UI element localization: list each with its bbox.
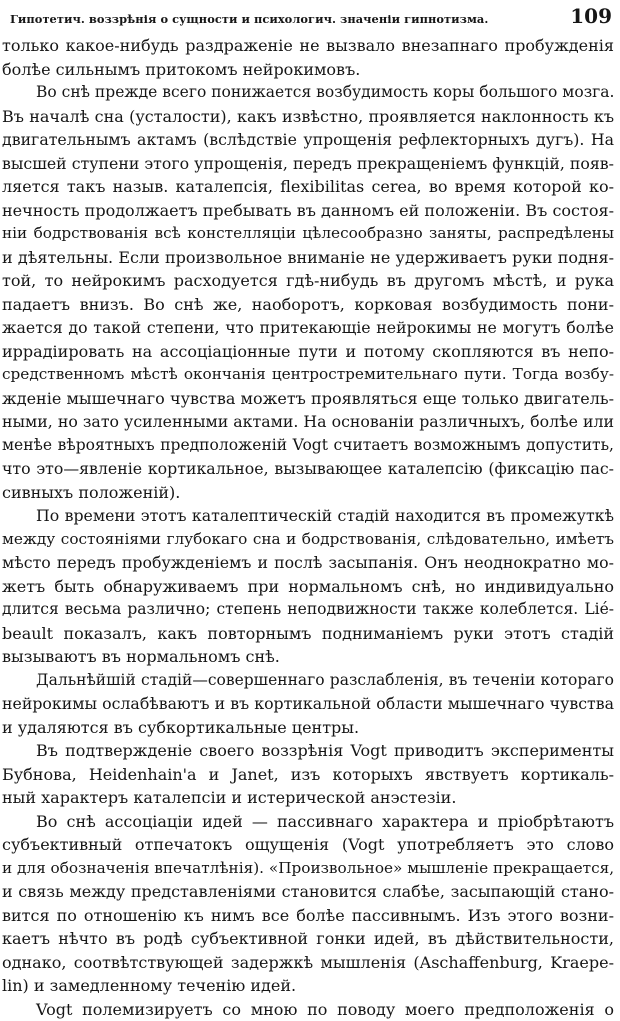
text-line: и удаляются въ субкортикальные центры. (2, 716, 614, 740)
text-line: вызываютъ въ нормальномъ снѣ. (2, 645, 614, 669)
page-number: 109 (570, 6, 612, 26)
text-line: субъективный отпечатокъ ощущенія (Vogt употребляетъ это слово (2, 833, 614, 857)
page-header (10, 0, 612, 26)
text-line: жденіе мышечнаго чувства можетъ проявляться еще только двигатель- (2, 387, 614, 411)
text-line: между состояніями глубокаго сна и бодрствованія, слѣдовательно, имѣетъ (2, 528, 614, 552)
text-line: только какое-нибудь раздраженіе не вызвало внезапнаго пробужденія (2, 34, 614, 58)
text-line: вится по отношенію къ нимъ все болѣе пассивнымъ. Изъ этого возни- (2, 904, 614, 928)
text-line: нейрокимы ослабѣваютъ и въ кортикальной области мышечнаго чувства (2, 692, 614, 716)
body-text (2, 34, 614, 1021)
text-line: жается до такой степени, что притекающіе нейрокимы не могутъ болѣе (2, 316, 614, 340)
text-line: ными, но зато усиленными актами. На основаніи различныхъ, болѣе или (2, 410, 614, 434)
text-line: beault показалъ, какъ повторнымъ подниманіемъ руки этотъ стадій (2, 622, 614, 646)
text-line: Во снѣ прежде всего понижается возбудимость коры большого мозга. (2, 81, 614, 105)
text-line: падаетъ внизъ. Во снѣ же, наоборотъ, корковая возбудимость пони- (2, 293, 614, 317)
text-line: ный характеръ каталепсіи и истерической анэстезіи. (2, 786, 614, 810)
text-line: и дѣятельны. Если произвольное вниманіе не удерживаетъ руки подня- (2, 246, 614, 270)
text-line: ляется такъ назыв. каталепсія, flexibilitas cerea, во время которой ко- (2, 175, 614, 199)
text-line: Во снѣ ассоціаціи идей — пассивнаго характера и пріобрѣтаютъ (2, 810, 614, 834)
text-line: Бубнова, Heidenhain'a и Janet, изъ которыхъ явствуетъ кортикаль- (2, 763, 614, 787)
text-line: каетъ нѣчто въ родѣ субъективной гонки идей, въ дѣйствительности, (2, 927, 614, 951)
text-line: ніи бодрствованія всѣ констелляціи цѣлесообразно заняты, распредѣлены (2, 222, 614, 246)
text-line: Дальнѣйшій стадій—совершеннаго разслабленія, въ теченіи котораго (2, 669, 614, 693)
text-line: Vogt полемизируетъ со мною по поводу моего предположенія о (2, 998, 614, 1021)
text-line: По времени этотъ каталептическій стадій находится въ промежуткѣ (2, 504, 614, 528)
text-line: и связь между представленіями становится слабѣе, засыпающій стано- (2, 880, 614, 904)
text-line: Въ началѣ сна (усталости), какъ извѣстно, проявляется наклонность къ (2, 105, 614, 129)
text-line: двигательнымъ актамъ (вслѣдствіе упрощенія рефлекторныхъ дугъ). На (2, 128, 614, 152)
text-line: и для обозначенія впечатлѣнія). «Произвольное» мышленіе прекращается, (2, 857, 614, 881)
text-line: lin) и замедленному теченію идей. (2, 974, 614, 998)
text-line: что это—явленіе кортикальное, вызывающее каталепсію (фиксацію пас- (2, 457, 614, 481)
text-line: нечность продолжаетъ пребывать въ данномъ ей положеніи. Въ состоя- (2, 199, 614, 223)
text-line: однако, соотвѣтствующей задержкѣ мышленія (Aschaffenburg, Kraepe- (2, 951, 614, 975)
text-line: иррадіировать на ассоціаціонные пути и потому скопляются въ непо- (2, 340, 614, 364)
text-line: длится весьма различно; степень неподвижности также колеблется. Lié- (2, 598, 614, 622)
text-line: болѣе сильнымъ притокомъ нейрокимовъ. (2, 58, 614, 82)
text-line: Въ подтвержденіе своего воззрѣнія Vogt приводитъ эксперименты (2, 739, 614, 763)
text-line: сивныхъ положеній). (2, 481, 614, 505)
text-line: мѣсто передъ пробужденіемъ и послѣ засыпанія. Онъ неоднократно мо- (2, 551, 614, 575)
text-line: средственномъ мѣстѣ окончанія центростремительнаго пути. Тогда возбу- (2, 363, 614, 387)
text-line: жетъ быть обнаруживаемъ при нормальномъ снѣ, но индивидуально (2, 575, 614, 599)
running-head: Гипотетич. воззрѣнія о сущности и психологич. значеніи гипнотизма. (10, 12, 488, 26)
text-line: менѣе вѣроятныхъ предположеній Vogt считаетъ возможнымъ допустить, (2, 434, 614, 458)
text-line: высшей ступени этого упрощенія, передъ прекращеніемъ функцій, появ- (2, 152, 614, 176)
text-line: той, то нейрокимъ расходуется гдѣ-нибудь въ другомъ мѣстѣ, и рука (2, 269, 614, 293)
